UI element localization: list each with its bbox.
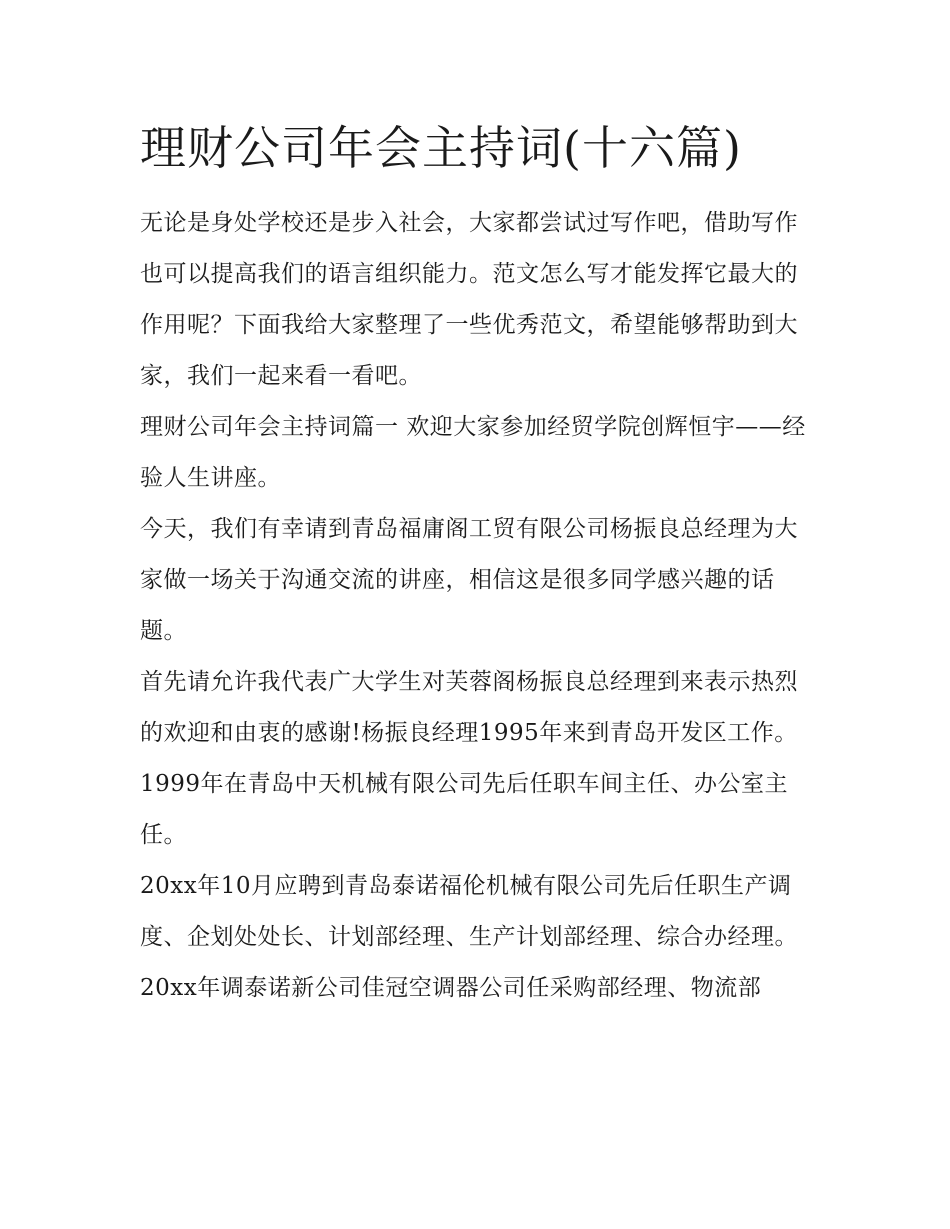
paragraph-1999: 1999年在青岛中天机械有限公司先后任职车间主任、办公室主任。 — [140, 771, 789, 848]
paragraph-20xx-transfer: 20xx年调泰诺新公司佳冠空调器公司任采购部经理、物流部 — [140, 975, 762, 1001]
document-page — [140, 112, 815, 1014]
paragraph-welcome: 首先请允许我代表广大学生对芙蓉阁杨振良总经理到来表示热烈的欢迎和由衷的感谢!杨振良经理1995年来到青岛开发区工作。 — [140, 669, 798, 746]
document-title: 理财公司年会主持词(十六篇) — [140, 121, 742, 175]
paragraph-20xx-october: 20xx年10月应聘到青岛泰诺福伦机械有限公司先后任职生产调度、企划处处长、计划部经理、生产计划部经理、综合办经理。 — [140, 873, 798, 950]
paragraph-intro: 无论是身处学校还是步入社会，大家都尝试过写作吧，借助写作也可以提高我们的语言组织能力。范文怎么写才能发挥它最大的作用呢？下面我给大家整理了一些优秀范文，希望能够帮助到大家，我们一起来看一看吧。 — [140, 210, 798, 389]
paragraph-today: 今天，我们有幸请到青岛福庸阁工贸有限公司杨振良总经理为大家做一场关于沟通交流的讲座，相信这是很多同学感兴趣的话题。 — [140, 516, 798, 644]
paragraph-section-one: 理财公司年会主持词篇一 欢迎大家参加经贸学院创辉恒宇——经验人生讲座。 — [140, 414, 806, 491]
